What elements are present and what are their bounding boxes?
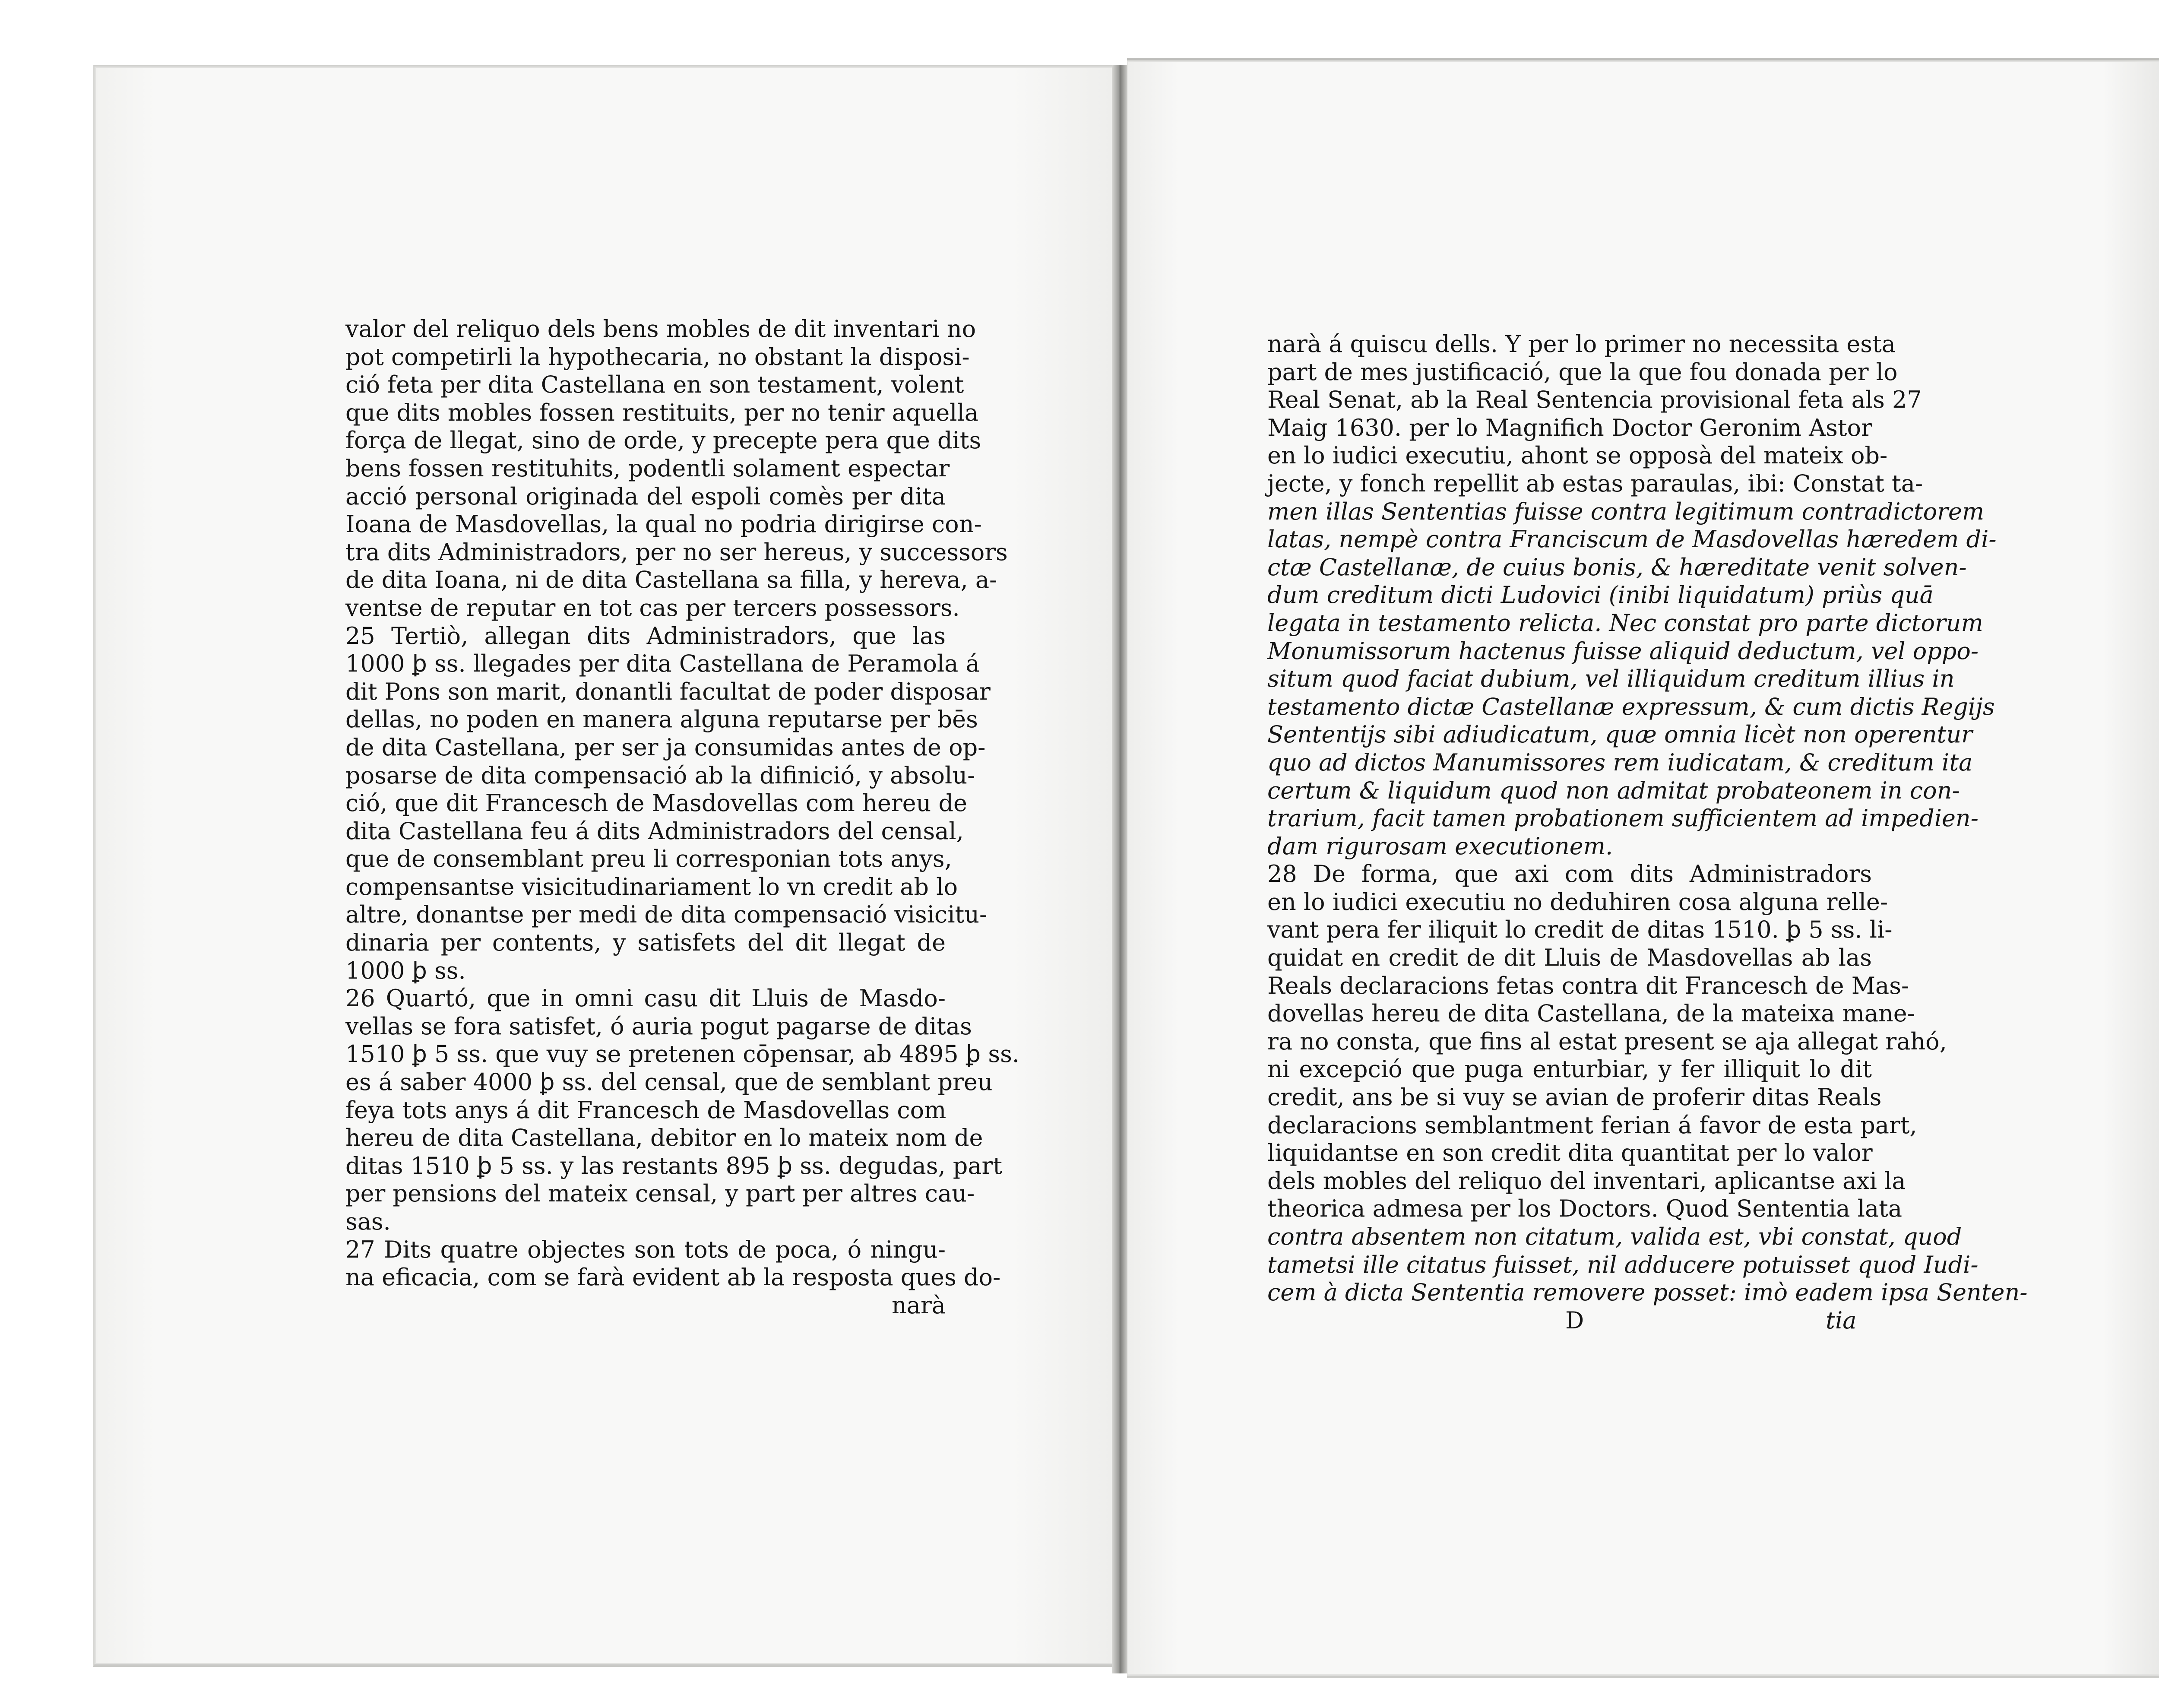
latin-quote-line: men illas Sententias fuisse contra legitimum contradictorem [1267,498,1985,525]
text-line: part de mes justificació, que la que fou donada per lo [1267,358,1898,386]
text-line: dit Pons son marit, donantli facultat de poder disposar [345,678,991,705]
catchword: narà [892,1291,946,1319]
signature-mark: D [1565,1306,1584,1334]
book-gutter [1112,65,1127,1673]
paragraph-start-26: 26 Quartó, que in omni casu dit Lluis de Masdo- [345,985,946,1012]
catchword: tia [1826,1306,1857,1334]
text-line: narà á quiscu dells. Y per lo primer no necessita esta [1267,330,1896,358]
latin-quote-line: trarium, facit tamen probationem sufficientem ad impedien- [1267,805,1979,832]
text-line: declaracions semblantment ferian á favor de esta part, [1267,1111,1917,1139]
latin-quote-line: situm quod faciat dubium, vel illiquidum creditum illius in [1267,665,1955,693]
text-line: ció feta per dita Castellana en son testament, volent [345,371,964,399]
text-line: ni excepció que puga enturbiar, y fer illiquit lo dit [1267,1055,1872,1083]
text-line: ció, que dit Francesch de Masdovellas com hereu de [345,789,968,817]
text-line: dellas, no poden en manera alguna reputarse per bēs [345,706,978,733]
text-line: de dita Ioana, ni de dita Castellana sa filla, y hereva, a- [345,566,997,594]
text-line: Real Senat, ab la Real Sentencia provisional feta als 27 [1267,386,1922,414]
text-line: dels mobles del reliquo del inventari, aplicantse axi la [1267,1167,1906,1195]
text-line: ventse de reputar en tot cas per tercers possessors. [345,594,960,621]
left-page-text [345,315,1019,1319]
text-line: 1510 ꝧ 5 ss. que vuy se pretenen cōpensar, ab 4895 ꝧ ss. [345,1040,1019,1068]
text-line: en lo iudici executiu, ahont se opposà del mateix ob- [1267,442,1888,469]
text-line: pot competirli la hypothecaria, no obstant la disposi- [345,343,970,371]
latin-quote-line: legata in testamento relicta. Nec constat pro parte dictorum [1267,609,1983,637]
text-line: vellas se fora satisfet, ó auria pogut pagarse de ditas [345,1012,972,1040]
text-line: de dita Castellana, per ser ja consumidas antes de op- [345,733,986,761]
text-line: bens fossen restituhits, podentli solament espectar [345,454,950,482]
text-line: Ioana de Masdovellas, la qual no podria dirigirse con- [345,510,982,538]
text-line: 1000 ꝧ ss. [345,957,466,984]
text-line: Reals declaracions fetas contra dit Francesch de Mas- [1267,972,1909,999]
latin-quote-line: latas, nempè contra Franciscum de Masdovellas hæredem di- [1267,526,1997,553]
text-line: jecte, y fonch repellit ab estas paraulas, ibi: Constat ta- [1267,469,1923,497]
text-line: Maig 1630. per lo Magnifich Doctor Geronim Astor [1267,414,1872,441]
text-line: liquidantse en son credit dita quantitat per lo valor [1267,1139,1873,1167]
paragraph-start-28: 28 De forma, que axi com dits Administradors [1267,860,1872,888]
bottom-line [1267,1307,1872,1335]
latin-quote-line: tametsi ille citatus fuisset, nil adducere potuisset quod Iudi- [1267,1251,1979,1278]
text-line: tra dits Administradors, per no ser hereus, y successors [345,538,1008,566]
text-line: que de consemblant preu li corresponian tots anys, [345,845,952,873]
text-line: quidat en credit de dit Lluis de Masdovellas ab las [1267,944,1872,972]
text-line: sas. [345,1208,391,1235]
text-line: dinaria per contents, y satisfets del dit llegat de [345,929,946,957]
latin-quote-line: Monumissorum hactenus fuisse aliquid deductum, vel oppo- [1267,637,1979,665]
text-line: hereu de dita Castellana, debitor en lo mateix nom de [345,1124,983,1152]
latin-quote-line: Sententijs sibi adiudicatum, quæ omnia licèt non operentur [1267,721,1972,748]
latin-quote-line: cem à dicta Sententia removere posset: imò eadem ipsa Senten- [1267,1279,2028,1306]
text-line: per pensions del mateix censal, y part per altres cau- [345,1180,975,1207]
latin-quote-line: quo ad dictos Manumissores rem iudicatam, & creditum ita [1267,748,1973,776]
text-line: theorica admesa per los Doctors. Quod Sententia lata [1267,1195,1903,1223]
text-line: força de llegat, sino de orde, y precepte pera que dits [345,427,981,454]
text-line: dita Castellana feu á dits Administradors del censal, [345,817,964,845]
text-line: credit, ans be si vuy se avian de proferir ditas Reals [1267,1084,1882,1111]
latin-quote-line: ctæ Castellanæ, de cuius bonis, & hæreditate venit solven- [1267,553,1967,581]
text-line: feya tots anys á dit Francesch de Masdovellas com [345,1096,947,1124]
text-line: ditas 1510 ꝧ 5 ss. y las restants 895 ꝧ ss. degudas, part [345,1152,1003,1179]
text-line: ra no consta, que fins al estat present se aja allegat rahó, [1267,1027,1947,1055]
text-line: acció personal originada del espoli comès per dita [345,482,946,510]
paragraph-start-27: 27 Dits quatre objectes son tots de poca, ó ningu- [345,1236,946,1263]
right-page-text [1267,330,2028,1334]
text-line: 1000 ꝧ ss. llegades per dita Castellana de Peramola á [345,650,980,678]
text-line: que dits mobles fossen restituits, per no tenir aquella [345,399,978,426]
text-line: vant pera fer iliquit lo credit de ditas 1510. ꝧ 5 ss. li- [1267,916,1893,944]
latin-quote-line: dum creditum dicti Ludovici (inibi liquidatum) priùs quā [1267,581,1934,609]
text-line: posarse de dita compensació ab la difinició, y absolu- [345,761,975,789]
text-line: es á saber 4000 ꝧ ss. del censal, que de semblant preu [345,1068,993,1096]
latin-quote-line: certum & liquidum quod non admitat probateonem in con- [1267,776,1960,804]
paragraph-start-25: 25 Tertiò, allegan dits Administradors, que las [345,622,946,650]
latin-quote-line: testamento dictæ Castellanæ expressum, & cum dictis Regijs [1267,693,1995,720]
text-line: dovellas hereu de dita Castellana, de la mateixa mane- [1267,1000,1915,1027]
text-line: valor del reliquo dels bens mobles de dit inventari no [345,315,976,342]
text-line: compensantse visicitudinariament lo vn credit ab lo [345,873,958,900]
text-line: en lo iudici executiu no deduhiren cosa alguna relle- [1267,888,1888,916]
text-line: altre, donantse per medi de dita compensació visicitu- [345,901,988,928]
latin-quote-line: contra absentem non citatum, valida est, vbi constat, quod [1267,1223,1962,1250]
latin-quote-line: dam rigurosam executionem. [1267,832,1613,860]
text-line: na eficacia, com se farà evident ab la resposta ques do- [345,1264,1001,1291]
